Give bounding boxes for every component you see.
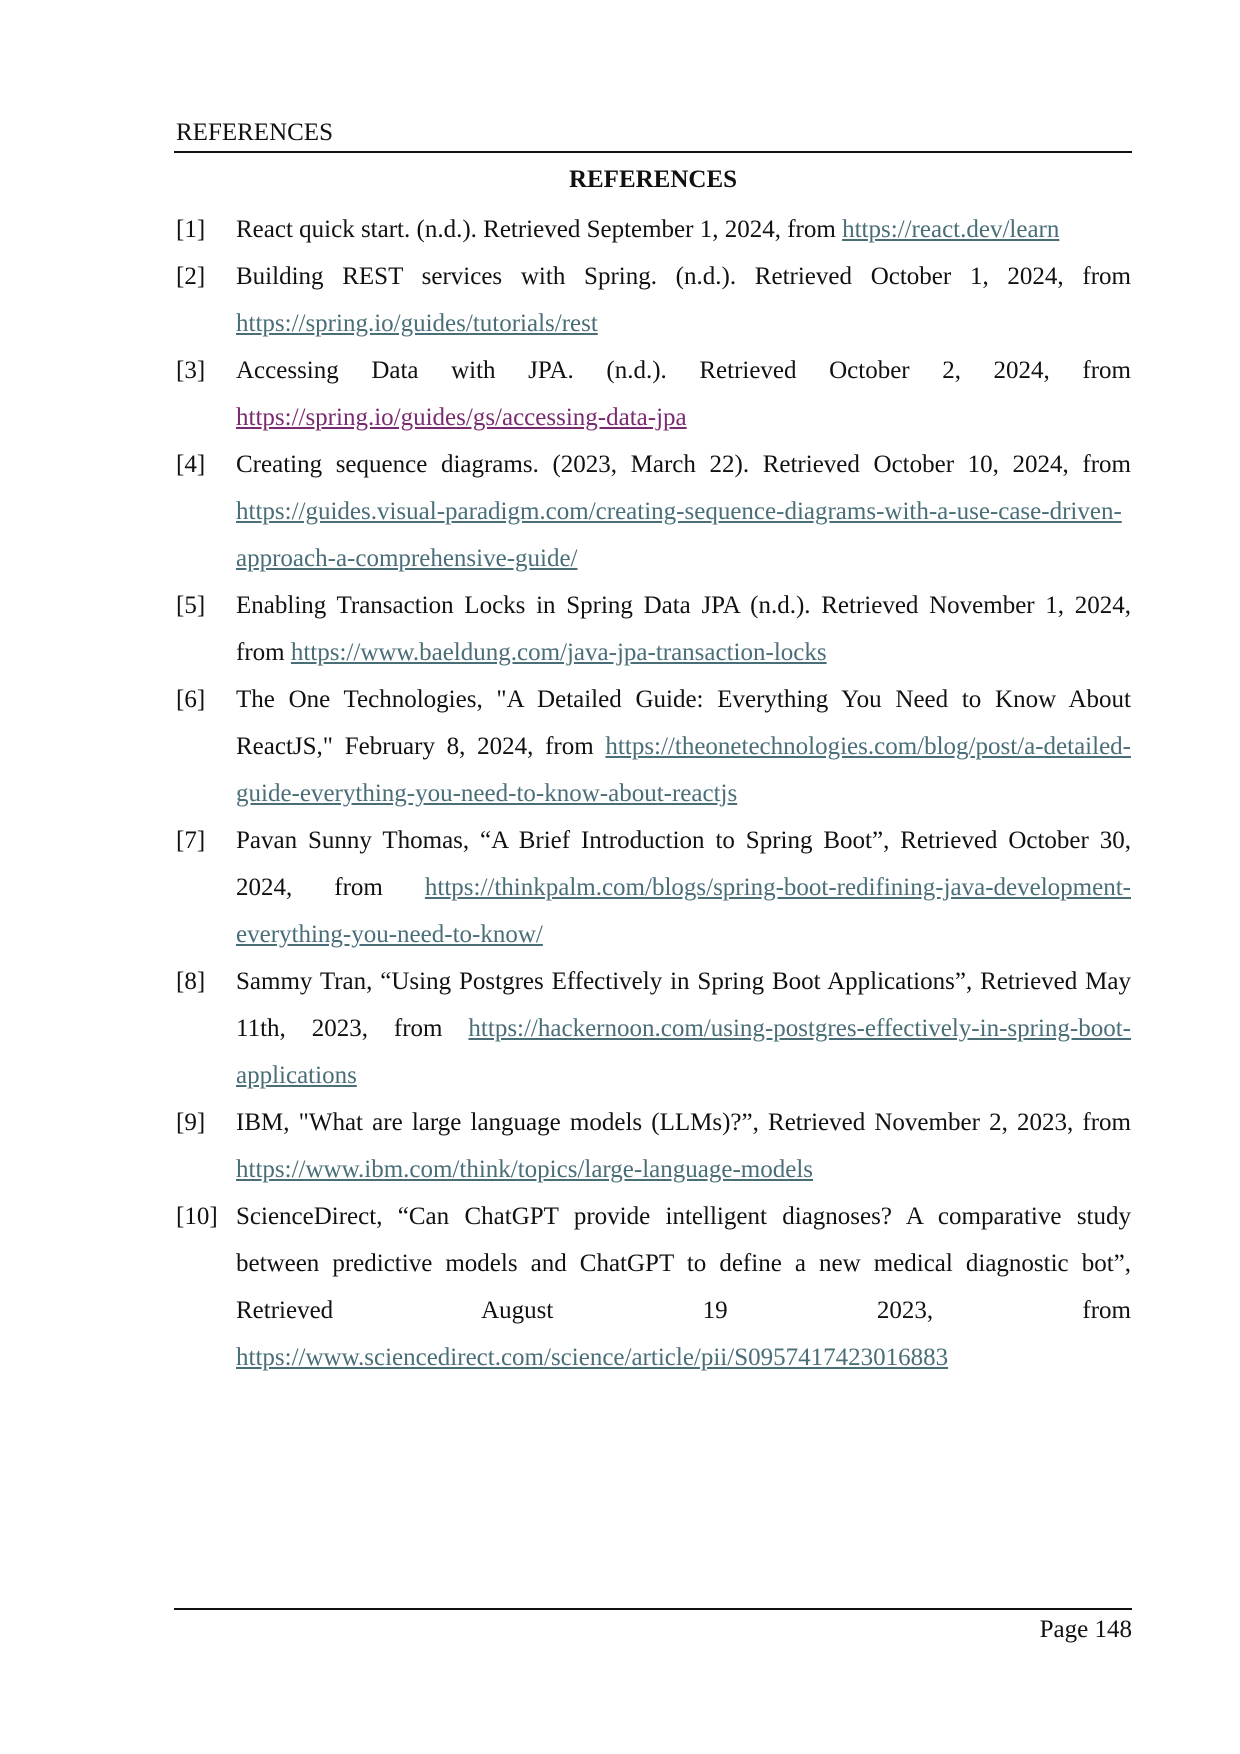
reference-number: [7] <box>176 827 206 854</box>
reference-text: IBM, "What are large language models (LLMs)?”, Retrieved November 2, 2023, from <box>236 1109 1131 1136</box>
reference-text: Enabling Transaction Locks in Spring Data JPA (n.d.). Retrieved November 1, 2024, from <box>236 592 1131 666</box>
reference-link[interactable]: https://thinkpalm.com/blogs/spring-boot-redifining-java-development-everything-you-need-to-know/ <box>236 874 1131 948</box>
reference-body <box>236 582 1131 676</box>
reference-link[interactable]: https://www.ibm.com/think/topics/large-language-models <box>236 1156 813 1183</box>
header-divider <box>174 151 1132 153</box>
running-header-title: REFERENCES <box>176 119 333 146</box>
page-title: REFERENCES <box>568 166 738 193</box>
reference-text: The One Technologies, "A Detailed Guide: Everything You Need to Know About ReactJS," February 8, 2024, from <box>236 686 1131 760</box>
reference-number: [1] <box>176 216 206 243</box>
reference-text: Pavan Sunny Thomas, “A Brief Introduction to Spring Boot”, Retrieved October 30, 2024, from <box>236 827 1131 901</box>
reference-link[interactable]: https://theonetechnologies.com/blog/post/a-detailed-guide-everything-you-need-to-know-about-reactjs <box>236 733 1131 807</box>
reference-number: [2] <box>176 263 206 290</box>
reference-body <box>236 1099 1131 1193</box>
reference-number: [10] <box>176 1203 218 1230</box>
reference-item <box>176 441 1131 582</box>
reference-text: ScienceDirect, “Can ChatGPT provide intelligent diagnoses? A comparative study between predictive models and ChatGPT to define a new medical diagnostic bot”, Retrieved August 19 2023, from <box>236 1203 1131 1324</box>
reference-link[interactable]: https://guides.visual-paradigm.com/creating-sequence-diagrams-with-a-use-case-driven-approach-a-comprehensive-guide/ <box>236 498 1122 572</box>
reference-number: [5] <box>176 592 206 619</box>
reference-text: Sammy Tran, “Using Postgres Effectively in Spring Boot Applications”, Retrieved May 11th, 2023, from <box>236 968 1131 1042</box>
reference-body <box>236 253 1131 347</box>
reference-item <box>176 676 1131 817</box>
reference-body <box>236 958 1131 1099</box>
reference-item <box>176 958 1131 1099</box>
footer-divider <box>174 1608 1132 1610</box>
reference-number: [6] <box>176 686 206 713</box>
reference-item <box>176 817 1131 958</box>
reference-number: [3] <box>176 357 206 384</box>
reference-number: [4] <box>176 451 206 478</box>
reference-item <box>176 347 1131 441</box>
reference-text: Creating sequence diagrams. (2023, March 22). Retrieved October 10, 2024, from <box>236 451 1131 478</box>
reference-body <box>236 347 1131 441</box>
reference-link[interactable]: https://www.sciencedirect.com/science/article/pii/S0957417423016883 <box>236 1344 949 1371</box>
reference-number: [8] <box>176 968 206 995</box>
reference-item <box>176 1099 1131 1193</box>
reference-text: React quick start. (n.d.). Retrieved September 1, 2024, from <box>236 216 843 243</box>
reference-item <box>176 253 1131 347</box>
reference-body <box>236 1193 1131 1381</box>
reference-item <box>176 1193 1131 1381</box>
reference-item <box>176 206 1131 253</box>
reference-number: [9] <box>176 1109 206 1136</box>
reference-body <box>236 817 1131 958</box>
reference-link[interactable]: https://react.dev/learn <box>842 216 1060 243</box>
reference-link[interactable]: https://www.baeldung.com/java-jpa-transaction-locks <box>290 639 827 666</box>
reference-link[interactable]: https://spring.io/guides/gs/accessing-data-jpa <box>236 404 687 431</box>
reference-body <box>236 206 1131 253</box>
reference-body <box>236 676 1131 817</box>
page-number: Page 148 <box>1039 1616 1132 1643</box>
reference-text: Accessing Data with JPA. (n.d.). Retrieved October 2, 2024, from <box>236 357 1131 384</box>
reference-list <box>176 206 1131 1381</box>
reference-item <box>176 582 1131 676</box>
reference-link[interactable]: https://spring.io/guides/tutorials/rest <box>236 310 598 337</box>
reference-body <box>236 441 1131 582</box>
reference-text: Building REST services with Spring. (n.d.). Retrieved October 1, 2024, from <box>236 263 1131 290</box>
reference-link[interactable]: https://hackernoon.com/using-postgres-effectively-in-spring-boot-applications <box>236 1015 1131 1089</box>
